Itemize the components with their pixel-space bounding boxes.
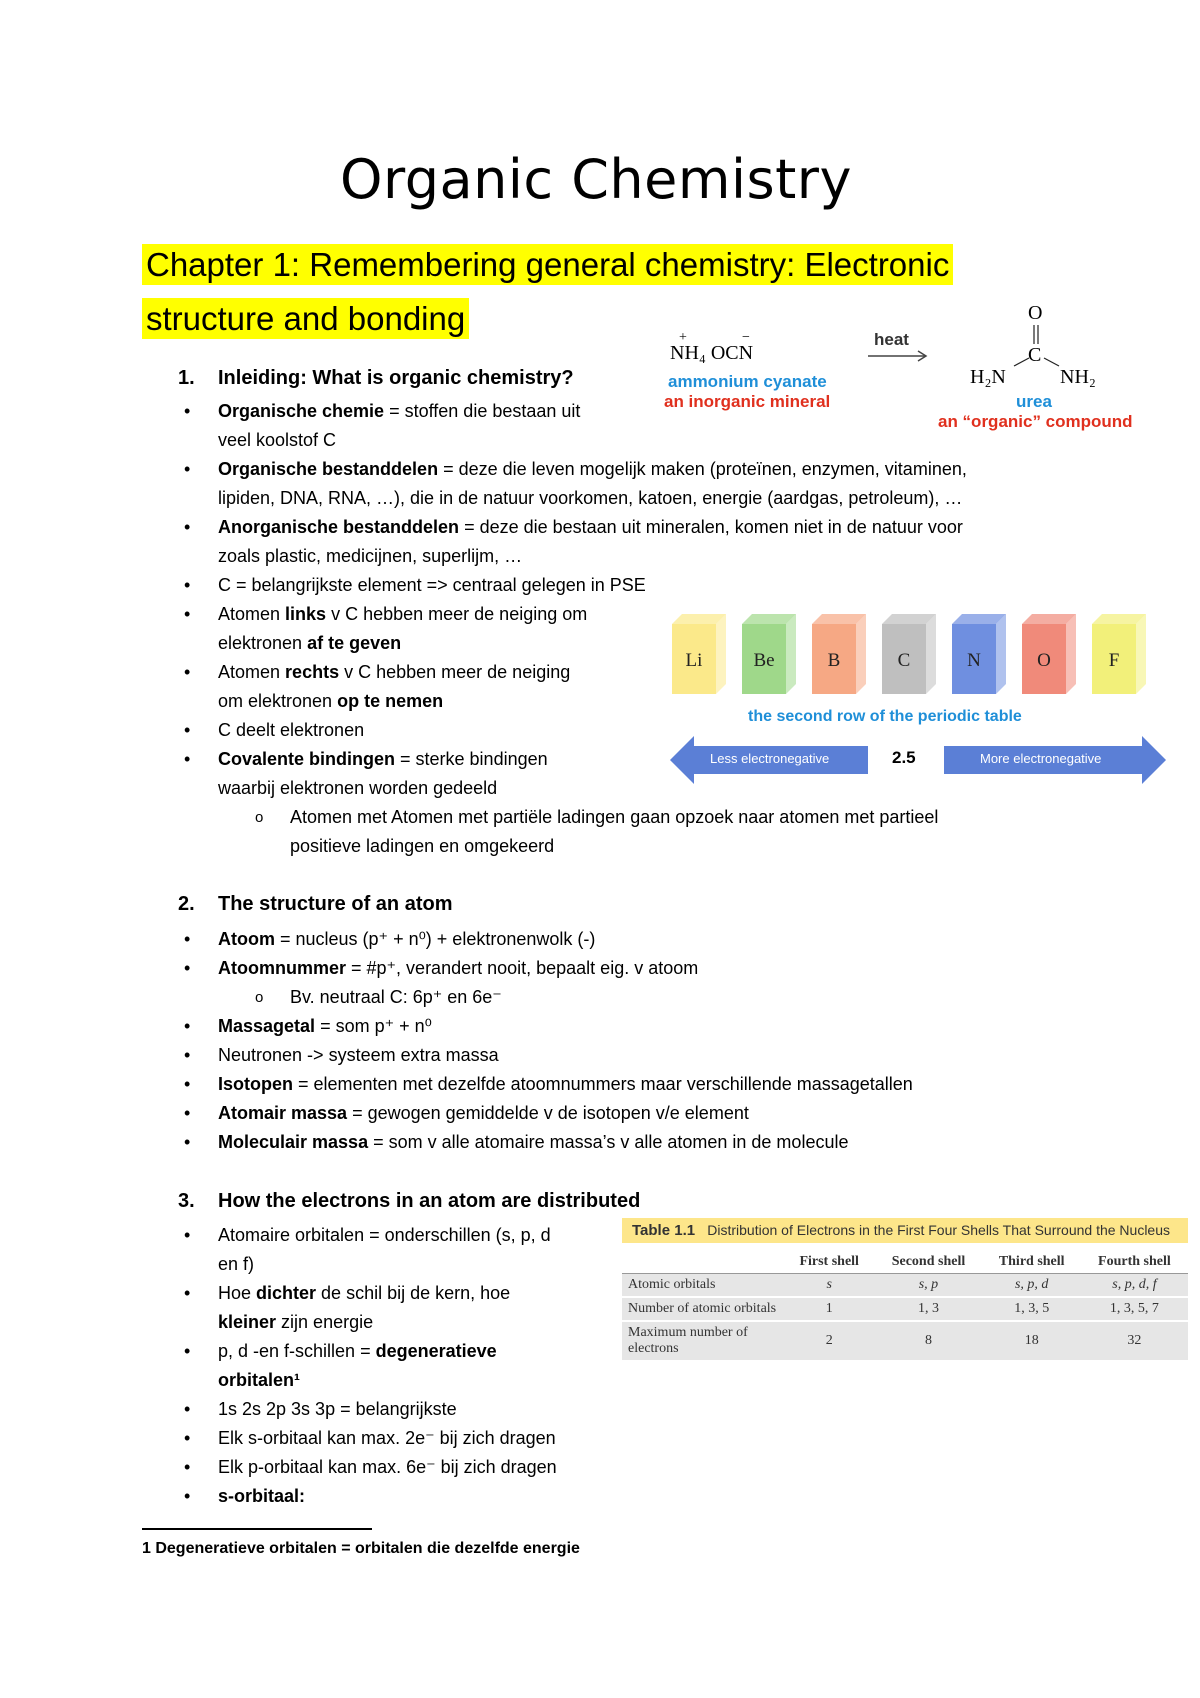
reactant-formula: NH₄ OCN	[670, 342, 754, 364]
element-symbol: C	[897, 650, 911, 671]
table-cell: 1, 3, 5, 7	[1109, 1301, 1159, 1316]
list-item: • Atomair massa = gewogen gemiddelde v de isotopen v/e element	[0, 1099, 1100, 1128]
product-left: H₂N	[970, 366, 1006, 388]
center-value: 2.5	[892, 748, 916, 767]
list-item-continuation: zoals plastic, medicijnen, superlijm, …	[218, 546, 523, 566]
table-caption: Distribution of Electrons in the First Four Shells That Surround the Nucleus	[707, 1222, 1170, 1238]
product-desc: an “organic” compound	[938, 412, 1133, 431]
section2-number: 2.	[178, 893, 195, 915]
table-cell: 18	[1024, 1333, 1039, 1348]
table-cell: Number of atomic orbitals	[628, 1301, 777, 1316]
list-item-continuation: en f)	[218, 1254, 255, 1274]
table-cell: s	[826, 1277, 832, 1292]
element-block-f	[1092, 614, 1146, 694]
table-header-cell: Third shell	[998, 1254, 1065, 1269]
section1-title: Inleiding: What is organic chemistry?	[218, 367, 574, 389]
table-cell: 1, 3, 5	[1014, 1301, 1050, 1316]
list-item: • Massagetal = som p⁺ + n⁰	[0, 1012, 1100, 1041]
list-item: • C deelt elektronen	[0, 716, 1100, 745]
section3-list	[0, 1221, 620, 1511]
section2-list	[0, 925, 1100, 1157]
periodic-figure	[668, 610, 1168, 790]
table-cell: Atomic orbitals	[628, 1277, 716, 1292]
list-item: • Organische bestanddelen = deze die leven mogelijk maken (proteïnen, enzymen, vitaminen,	[0, 455, 1100, 484]
bond-right	[1044, 358, 1059, 366]
table-cell: 1, 3	[917, 1301, 939, 1316]
list-item: • Hoe dichter de schil bij de kern, hoe	[0, 1279, 620, 1308]
element-symbol: Be	[753, 650, 775, 671]
sub-list-item-continuation: positieve ladingen en omgekeerd	[290, 836, 555, 856]
table-row	[622, 1297, 1188, 1321]
list-item-continuation: elektronen af te geven	[218, 633, 402, 653]
reactant-name: ammonium cyanate	[668, 372, 827, 391]
table-header-row	[622, 1251, 1188, 1274]
left-arrow-label: Less electronegative	[710, 751, 830, 766]
reactant-desc: an inorganic mineral	[664, 392, 831, 411]
distribution-table	[622, 1251, 1188, 1360]
product-o: O	[1028, 302, 1043, 324]
list-item-continuation: waarbij elektronen worden gedeeld	[218, 778, 498, 798]
list-item-continuation: kleiner zijn energie	[218, 1312, 374, 1332]
chapter-heading-line1: Chapter 1: Remembering general chemistry: Electronic	[142, 244, 953, 285]
table-caption-bar	[622, 1218, 1188, 1243]
charge-plus: +	[679, 330, 687, 345]
list-item: • Atomen rechts v C hebben meer de neiging	[0, 658, 1100, 687]
table-label: Table 1.1	[632, 1222, 696, 1239]
sub-list-item: o Atomen met Atomen met partiële ladingen gaan opzoek naar atomen met partieel	[0, 803, 1100, 832]
element-symbol: N	[967, 650, 981, 671]
list-item: • Anorganische bestanddelen = deze die bestaan uit mineralen, komen niet in de natuur voor	[0, 513, 1100, 542]
list-item: • p, d -en f-schillen = degeneratieve	[0, 1337, 620, 1366]
charge-minus: −	[742, 330, 750, 345]
section1-number: 1.	[178, 367, 195, 389]
table-cell: s, p, d, f	[1112, 1277, 1157, 1292]
list-item: • Elk s-orbitaal kan max. 2e⁻ bij zich dragen	[0, 1424, 620, 1453]
product-right: NH₂	[1060, 366, 1096, 388]
list-item-continuation: om elektronen op te nemen	[218, 691, 444, 711]
element-block-c	[882, 614, 936, 694]
table-cell: 1	[825, 1301, 833, 1316]
list-item: • Atomaire orbitalen = onderschillen (s, p, d	[0, 1221, 620, 1250]
element-symbol: Li	[685, 650, 703, 671]
table-header-cell: First shell	[799, 1254, 859, 1269]
list-item: • Atoomnummer = #p⁺, verandert nooit, bepaalt eig. v atoom	[0, 954, 1100, 983]
section3-number: 3.	[178, 1190, 195, 1212]
list-item-continuation: orbitalen¹	[218, 1370, 301, 1390]
element-block-li	[672, 614, 726, 694]
list-item: • Moleculair massa = som v alle atomaire massa’s v alle atomen in de molecule	[0, 1128, 1100, 1157]
list-item: • Covalente bindingen = sterke bindingen	[0, 745, 1100, 774]
list-item: • Neutronen -> systeem extra massa	[0, 1041, 1100, 1070]
list-item: • Organische chemie = stoffen die bestaan uit	[0, 397, 1100, 426]
table-row	[622, 1274, 1188, 1298]
element-symbol: B	[827, 650, 841, 671]
arrow-label: heat	[874, 330, 909, 349]
element-block-be	[742, 614, 796, 694]
list-item: • Elk p-orbitaal kan max. 6e⁻ bij zich dragen	[0, 1453, 620, 1482]
table-cell: s, p, d	[1014, 1277, 1049, 1292]
table-row	[622, 1321, 1188, 1360]
right-arrow-label: More electronegative	[980, 751, 1102, 766]
section3-title: How the electrons in an atom are distributed	[218, 1190, 641, 1212]
list-item: • Atomen links v C hebben meer de neiging om	[0, 600, 1100, 629]
footnote-separator	[142, 1528, 372, 1530]
sub-list-item: o Bv. neutraal C: 6p⁺ en 6e⁻	[0, 983, 1100, 1012]
table-cell: Maximum number of electrons	[628, 1325, 748, 1356]
table-cell: 32	[1127, 1333, 1142, 1348]
list-item-continuation: lipiden, DNA, RNA, …), die in de natuur voorkomen, katoen, energie (aardgas, petroleum), …	[218, 488, 963, 508]
table-cell: 2	[825, 1333, 833, 1348]
table-header-cell: Fourth shell	[1098, 1254, 1171, 1269]
table-header-cell: Second shell	[891, 1254, 966, 1269]
element-block-o	[1022, 614, 1076, 694]
table-header-cell	[622, 1251, 784, 1274]
list-item: • Atoom = nucleus (p⁺ + n⁰) + elektronenwolk (-)	[0, 925, 1100, 954]
element-block-n	[952, 614, 1006, 694]
bond-left	[1014, 358, 1029, 366]
list-item: • s-orbitaal:	[0, 1482, 620, 1511]
table-figure	[622, 1218, 1188, 1360]
list-item: • C = belangrijkste element => centraal gelegen in PSE	[0, 571, 1100, 600]
table-cell: s, p	[918, 1277, 939, 1292]
page-title: Organic Chemistry	[340, 148, 852, 211]
table-cell: 8	[924, 1333, 932, 1348]
product-c: C	[1028, 344, 1042, 366]
product-name: urea	[1016, 392, 1052, 411]
list-item: • Isotopen = elementen met dezelfde atoomnummers maar verschillende massagetallen	[0, 1070, 1100, 1099]
list-item: • 1s 2s 2p 3s 3p = belangrijkste	[0, 1395, 620, 1424]
section2-title: The structure of an atom	[218, 893, 453, 915]
element-symbol: F	[1108, 650, 1120, 671]
periodic-caption: the second row of the periodic table	[748, 708, 1022, 725]
footnote: 1 Degeneratieve orbitalen = orbitalen die dezelfde energie	[142, 1540, 580, 1557]
chapter-heading-line2: structure and bonding	[142, 298, 469, 339]
element-block-b	[812, 614, 866, 694]
element-symbol: O	[1037, 650, 1051, 671]
list-item-continuation: veel koolstof C	[218, 430, 337, 450]
